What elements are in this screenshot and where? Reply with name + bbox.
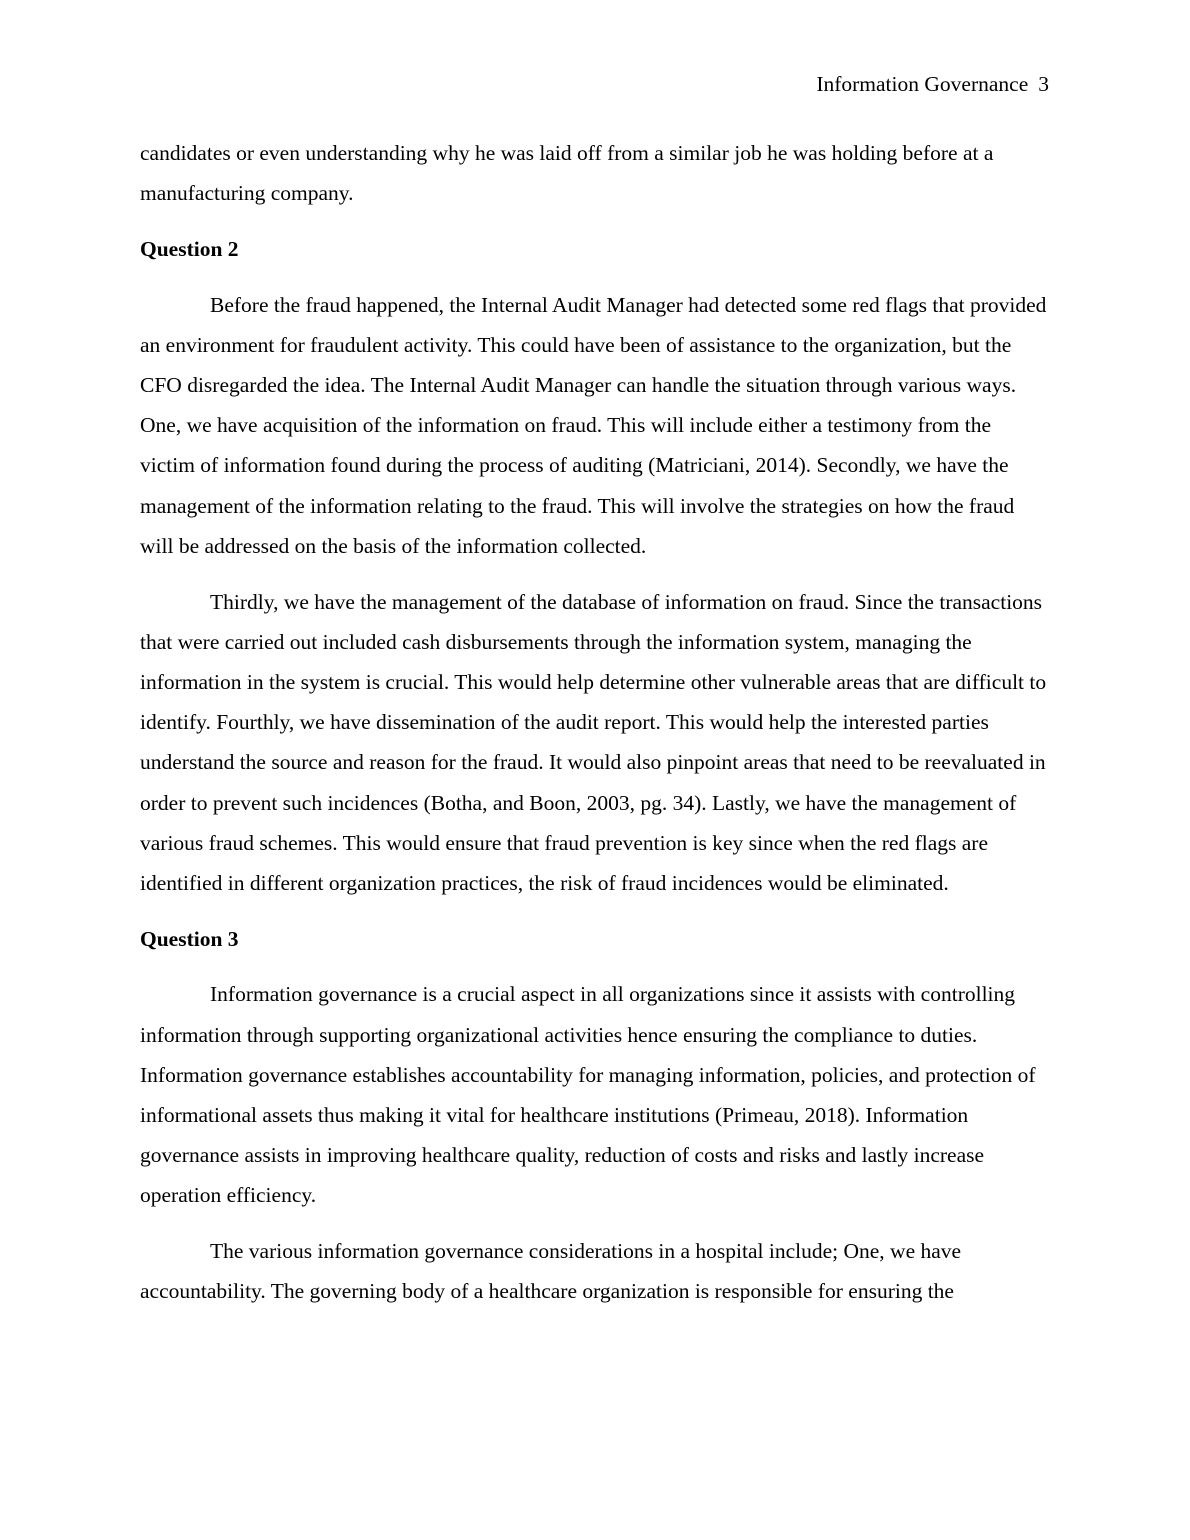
running-header <box>816 70 1049 98</box>
question-3-paragraph-1: Information governance is a crucial aspect in all organizations since it assists with controlling information through supporting organizational activities hence ensuring the compliance to duties. Information governance establishes accountability for managing information, policies, and protection of informational assets thus making it vital for healthcare institutions (Primeau, 2018). Information governance assists in improving healthcare quality, reduction of costs and risks and lastly increase operation efficiency. <box>140 982 1036 1208</box>
running-title: Information Governance <box>816 72 1029 96</box>
question-3-heading: Question 3 <box>140 926 239 951</box>
document-body <box>140 133 1050 1311</box>
question-2-paragraph-2: Thirdly, we have the management of the database of information on fraud. Since the transactions that were carried out included cash disbursements through the information system, managing the information in the system is crucial. This would help determine other vulnerable areas that are difficult to identify. Fourthly, we have dissemination of the audit report. This would help the interested parties understand the source and reason for the fraud. It would also pinpoint areas that need to be reevaluated in order to prevent such incidences (Botha, and Boon, 2003, pg. 34). Lastly, we have the management of various fraud schemes. This would ensure that fraud prevention is key since when the red flags are identified in different organization practices, the risk of fraud incidences would be eliminated. <box>140 589 1047 895</box>
question-3-paragraph-2: The various information governance considerations in a hospital include; One, we have accountability. The governing body of a healthcare organization is responsible for ensuring the <box>140 1239 962 1304</box>
question-2-paragraph-1: Before the fraud happened, the Internal Audit Manager had detected some red flags that provided an environment for fraudulent activity. This could have been of assistance to the organization, but the CFO disregarded the idea. The Internal Audit Manager can handle the situation through various ways. One, we have acquisition of the information on fraud. This will include either a testimony from the victim of information found during the process of auditing (Matriciani, 2014). Secondly, we have the management of the information relating to the fraud. This will involve the strategies on how the fraud will be addressed on the basis of the information collected. <box>140 292 1047 558</box>
question-2-heading: Question 2 <box>140 236 239 261</box>
continuation-paragraph: candidates or even understanding why he was laid off from a similar job he was holding before at a manufacturing company. <box>140 141 994 206</box>
page-number: 3 <box>1038 72 1049 96</box>
